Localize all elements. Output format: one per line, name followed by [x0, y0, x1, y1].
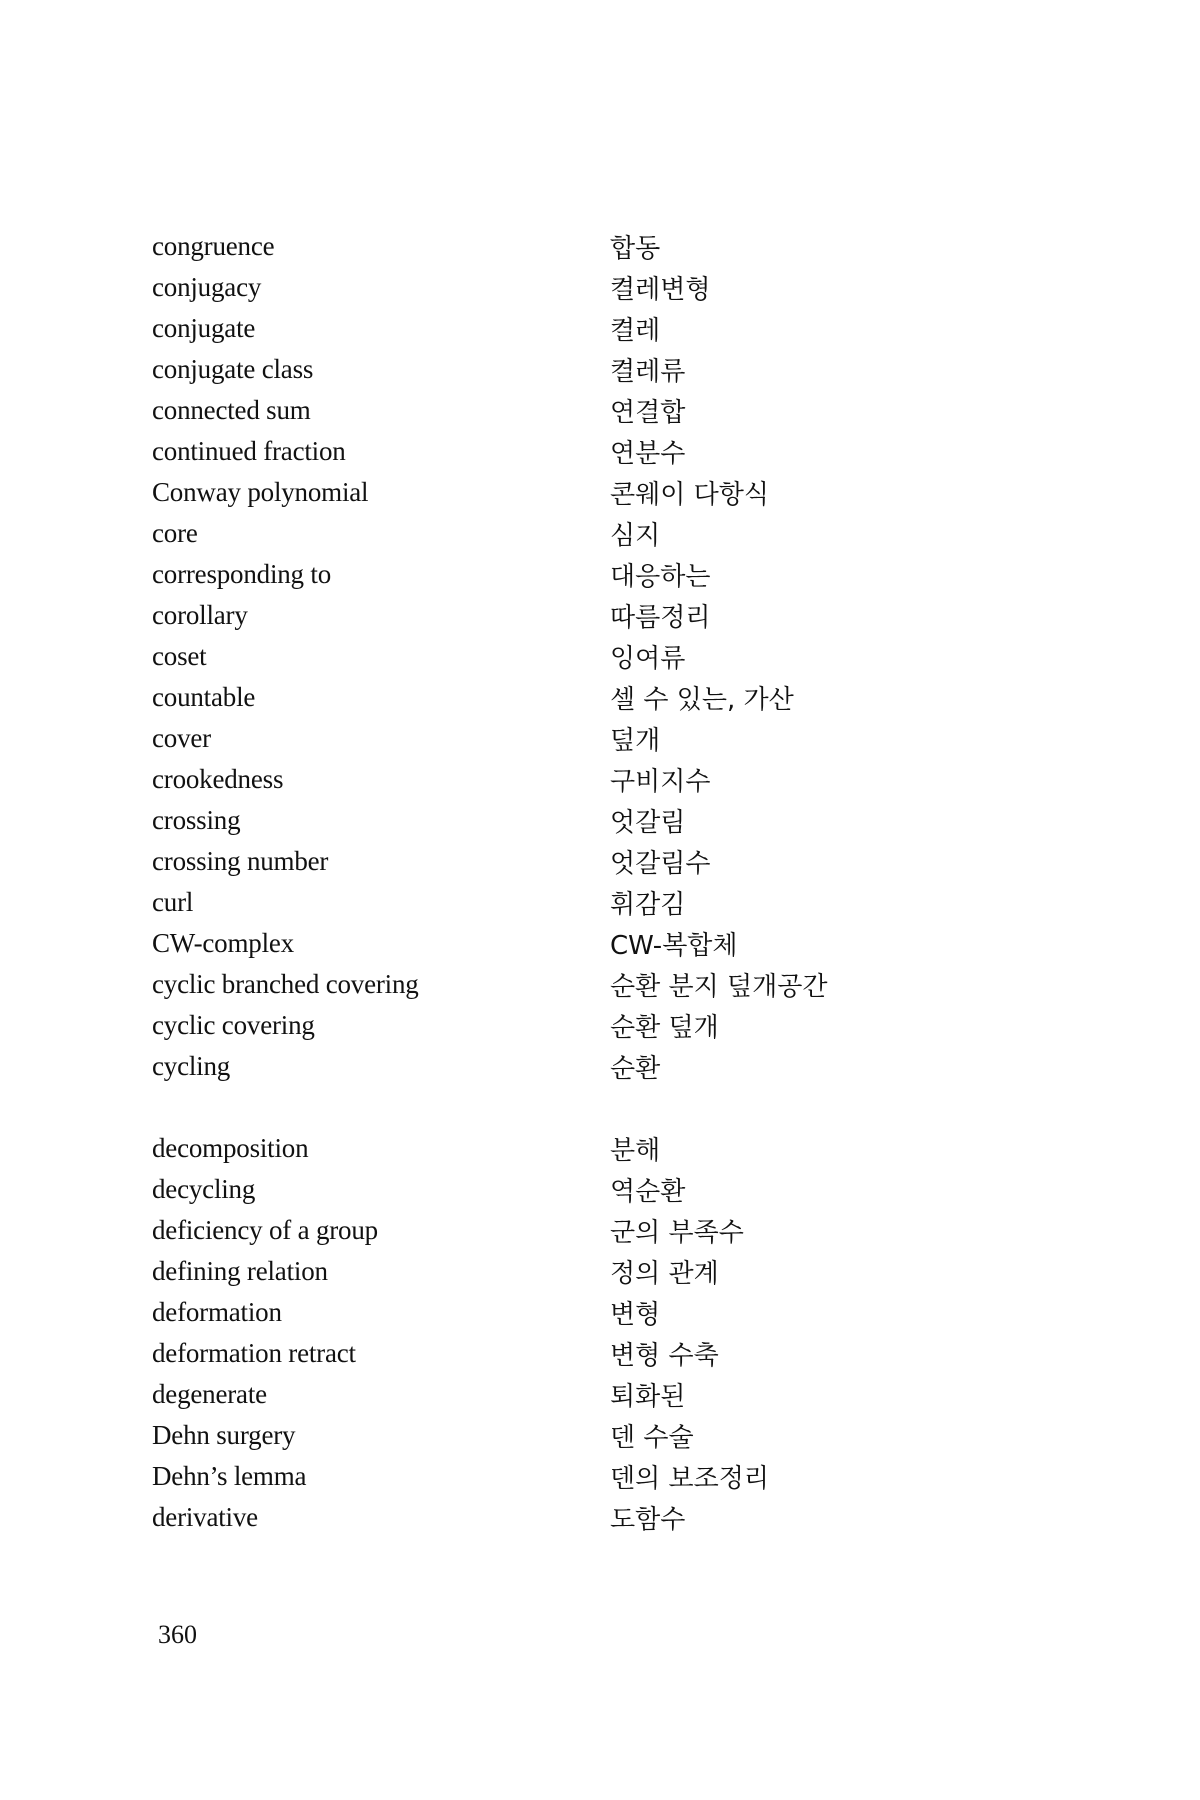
korean-translation: 켤레변형 — [610, 275, 711, 305]
glossary-entry — [152, 636, 912, 677]
korean-translation: 덮개 — [610, 726, 661, 756]
english-term: coset — [152, 641, 207, 671]
english-term: derivative — [152, 1502, 258, 1532]
english-term: core — [152, 518, 198, 548]
glossary-entry — [152, 308, 912, 349]
korean-translation: 심지 — [610, 521, 661, 551]
korean-translation: 순환 분지 덮개공간 — [610, 972, 828, 1002]
glossary-entry — [152, 1005, 912, 1046]
glossary-entry — [152, 595, 912, 636]
glossary-entry — [152, 882, 912, 923]
english-term: degenerate — [152, 1379, 267, 1409]
korean-translation: 엇갈림수 — [610, 849, 711, 879]
glossary-entry — [152, 267, 912, 308]
korean-translation: 따름정리 — [610, 603, 711, 633]
korean-translation: 연결합 — [610, 398, 686, 428]
english-term: Dehn’s lemma — [152, 1461, 307, 1491]
glossary-entry — [152, 759, 912, 800]
english-term: deformation — [152, 1297, 282, 1327]
glossary-entry — [152, 923, 912, 964]
korean-translation: 휘감김 — [610, 890, 686, 920]
english-term: connected sum — [152, 395, 311, 425]
glossary-entry — [152, 1292, 912, 1333]
english-term: Conway polynomial — [152, 477, 369, 507]
korean-translation: 도함수 — [610, 1505, 686, 1535]
glossary-entry — [152, 390, 912, 431]
korean-translation: 연분수 — [610, 439, 686, 469]
korean-translation: 콘웨이 다항식 — [610, 480, 769, 510]
page-number: 360 — [158, 1620, 197, 1649]
english-term: deformation retract — [152, 1338, 356, 1368]
english-term: curl — [152, 887, 194, 917]
korean-translation: 합동 — [610, 234, 661, 264]
korean-translation: 변형 수축 — [610, 1341, 719, 1371]
english-term: defining relation — [152, 1256, 328, 1286]
glossary-entry — [152, 1169, 912, 1210]
glossary-entry — [152, 431, 912, 472]
english-term: cyclic covering — [152, 1010, 315, 1040]
glossary-entry — [152, 1456, 912, 1497]
glossary-entry — [152, 964, 912, 1005]
korean-translation: 덴 수술 — [610, 1423, 694, 1453]
korean-translation: 엇갈림 — [610, 808, 686, 838]
english-term: corresponding to — [152, 559, 332, 589]
english-term: cover — [152, 723, 211, 753]
english-term: conjugate class — [152, 354, 314, 384]
korean-translation: 셀 수 있는, 가산 — [610, 685, 794, 715]
korean-translation: 군의 부족수 — [610, 1218, 744, 1248]
korean-translation: 대응하는 — [610, 562, 711, 592]
glossary-entry — [152, 1374, 912, 1415]
glossary-entry — [152, 513, 912, 554]
korean-translation: 퇴화된 — [610, 1382, 686, 1412]
korean-translation: 변형 — [610, 1300, 661, 1330]
glossary-group — [152, 226, 912, 1087]
korean-translation: 역순환 — [610, 1177, 686, 1207]
korean-translation: 구비지수 — [610, 767, 711, 797]
glossary-entry — [152, 1333, 912, 1374]
korean-translation: CW-복합체 — [610, 931, 738, 961]
english-term: deficiency of a group — [152, 1215, 378, 1245]
glossary-entry — [152, 841, 912, 882]
english-term: crookedness — [152, 764, 284, 794]
english-term: countable — [152, 682, 256, 712]
glossary-entry — [152, 1128, 912, 1169]
english-term: decycling — [152, 1174, 256, 1204]
glossary-entry — [152, 1046, 912, 1087]
english-term: conjugate — [152, 313, 256, 343]
glossary-entry — [152, 1251, 912, 1292]
english-term: crossing — [152, 805, 241, 835]
glossary-entry — [152, 1497, 912, 1538]
glossary-group — [152, 1128, 912, 1538]
glossary-entry — [152, 554, 912, 595]
glossary — [152, 226, 912, 1538]
korean-translation: 켤레 — [610, 316, 661, 346]
glossary-entry — [152, 472, 912, 513]
glossary-entry — [152, 677, 912, 718]
korean-translation: 순환 덮개 — [610, 1013, 719, 1043]
glossary-entry — [152, 1210, 912, 1251]
glossary-entry — [152, 800, 912, 841]
korean-translation: 덴의 보조정리 — [610, 1464, 769, 1494]
english-term: corollary — [152, 600, 248, 630]
english-term: crossing number — [152, 846, 329, 876]
english-term: conjugacy — [152, 272, 262, 302]
english-term: cycling — [152, 1051, 231, 1081]
glossary-entry — [152, 226, 912, 267]
korean-translation: 잉여류 — [610, 644, 686, 674]
english-term: Dehn surgery — [152, 1420, 296, 1450]
glossary-entry — [152, 718, 912, 759]
english-term: congruence — [152, 231, 275, 261]
glossary-entry — [152, 349, 912, 390]
korean-translation: 순환 — [610, 1054, 661, 1084]
korean-translation: 켤레류 — [610, 357, 686, 387]
korean-translation: 분해 — [610, 1136, 661, 1166]
english-term: cyclic branched covering — [152, 969, 419, 999]
english-term: CW-complex — [152, 928, 294, 958]
korean-translation: 정의 관계 — [610, 1259, 719, 1289]
english-term: continued fraction — [152, 436, 346, 466]
english-term: decomposition — [152, 1133, 309, 1163]
glossary-entry — [152, 1415, 912, 1456]
